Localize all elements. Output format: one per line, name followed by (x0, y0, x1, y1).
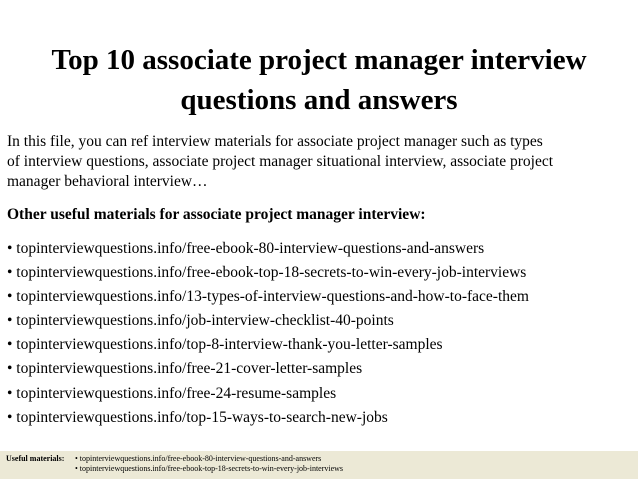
footer-label-text: Useful materials (6, 454, 62, 463)
intro-line-1: In this file, you can ref interview materials for associate project manager such as types (7, 133, 543, 150)
materials-link-5[interactable]: • topinterviewquestions.info/top-8-interview-thank-you-letter-samples (7, 336, 443, 354)
footer-link-1[interactable]: • topinterviewquestions.info/free-ebook-80-interview-questions-and-answers (75, 454, 322, 463)
intro-line-3: manager behavioral interview… (7, 173, 208, 190)
materials-link-4[interactable]: • topinterviewquestions.info/job-interview-checklist-40-points (7, 312, 394, 330)
materials-link-7[interactable]: • topinterviewquestions.info/free-24-resume-samples (7, 384, 337, 402)
materials-list (7, 237, 633, 430)
materials-heading: Other useful materials for associate project manager interview: (7, 206, 426, 223)
footer-link-2[interactable]: • topinterviewquestions.info/free-ebook-top-18-secrets-to-win-every-job-interviews (75, 464, 344, 473)
footer-label-separator: : (61, 454, 65, 463)
title-line-2: questions and answers (180, 84, 458, 116)
page-title (0, 40, 638, 120)
intro-line-2: of interview questions, associate project manager situational interview, associate project (7, 153, 554, 170)
footer-label (6, 454, 64, 464)
materials-link-3[interactable]: • topinterviewquestions.info/13-types-of-interview-questions-and-how-to-face-them (7, 288, 529, 306)
intro-paragraph (7, 132, 633, 192)
materials-link-1[interactable]: • topinterviewquestions.info/free-ebook-80-interview-questions-and-answers (7, 240, 485, 257)
materials-link-8[interactable]: • topinterviewquestions.info/top-15-ways-to-search-new-jobs (7, 408, 388, 426)
materials-link-2[interactable]: • topinterviewquestions.info/free-ebook-top-18-secrets-to-win-every-job-interviews (7, 264, 527, 282)
footer-bar (0, 451, 638, 479)
materials-link-6[interactable]: • topinterviewquestions.info/free-21-cover-letter-samples (7, 360, 363, 378)
title-line-1: Top 10 associate project manager interview (51, 44, 587, 76)
